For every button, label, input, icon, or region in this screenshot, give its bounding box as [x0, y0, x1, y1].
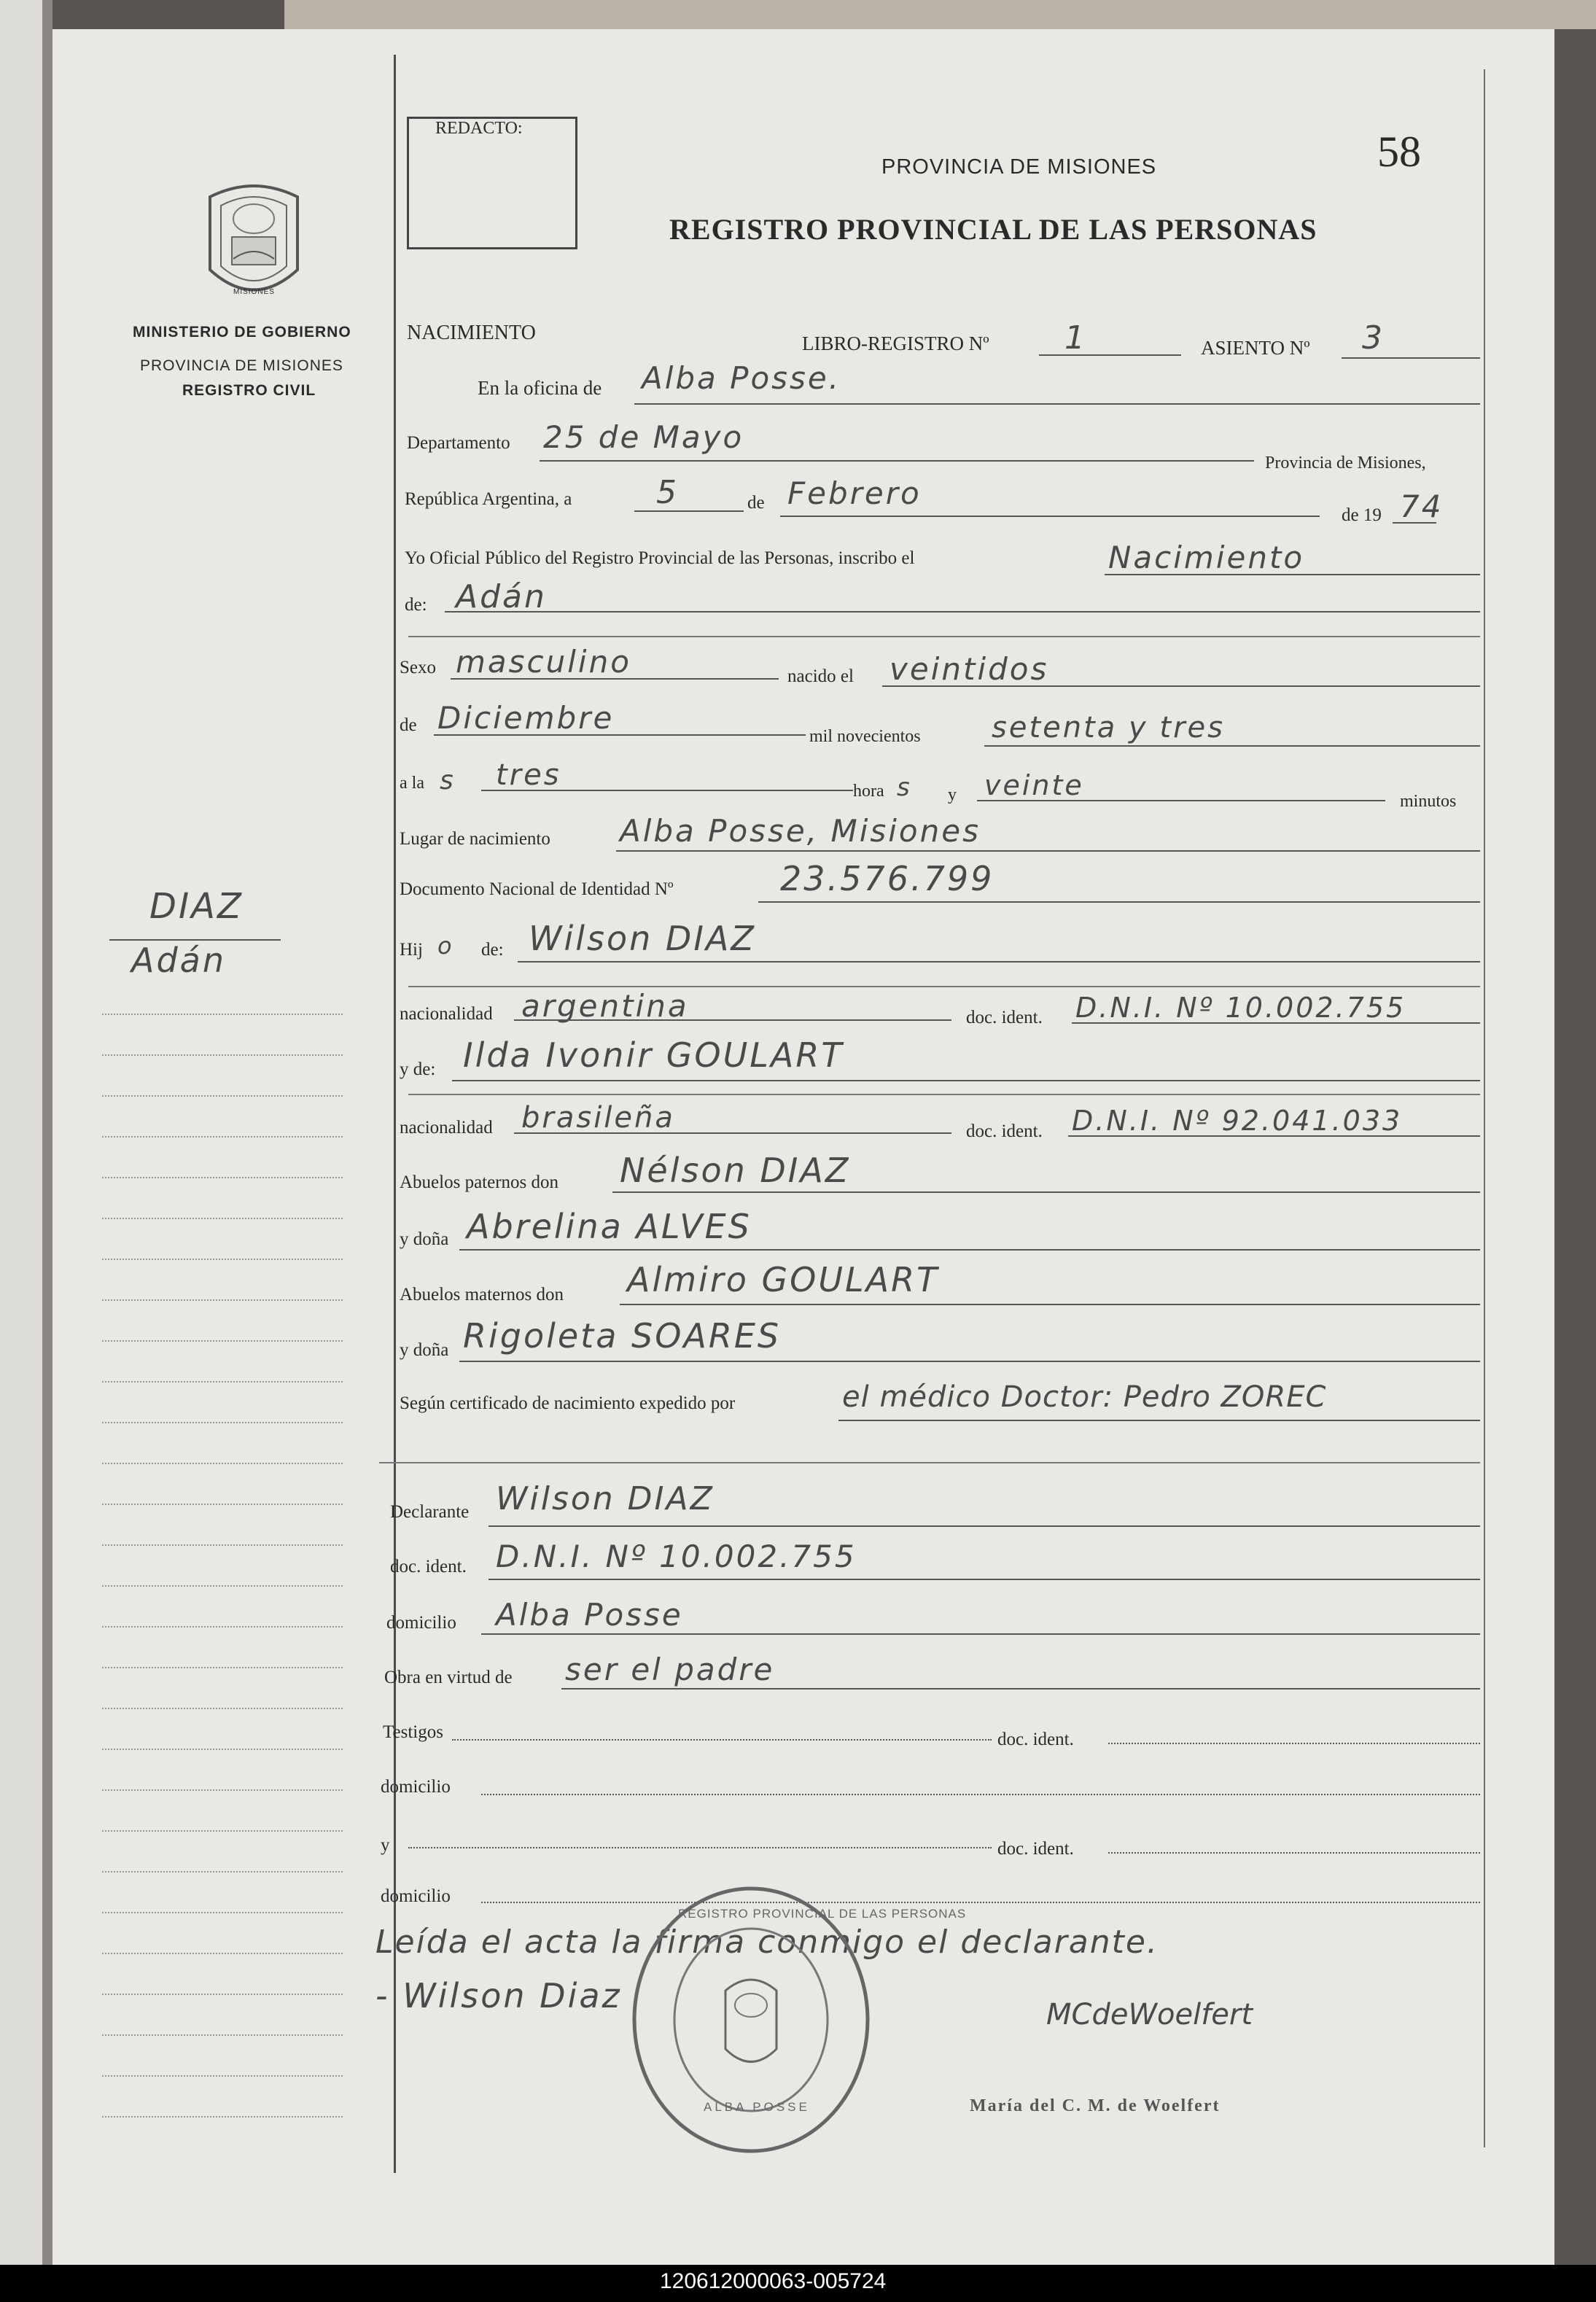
margin-line: [102, 1708, 343, 1709]
minutes-value: veinte: [984, 769, 1084, 801]
abm-value: Almiro GOULART: [627, 1260, 940, 1299]
abp-line: [612, 1191, 1480, 1193]
lugar-line: [616, 850, 1480, 852]
abp-dona-value: Abrelina ALVES: [467, 1207, 752, 1246]
margin-line: [102, 1218, 343, 1219]
margin-line: [102, 1381, 343, 1383]
declarante-value: Wilson DIAZ: [496, 1480, 715, 1517]
sexo-value: masculino: [456, 644, 631, 680]
margin-line: [102, 1912, 343, 1913]
nac1-line: [514, 1019, 951, 1021]
asiento-label: ASIENTO Nº: [1201, 337, 1310, 359]
margin-line: [102, 1626, 343, 1628]
sexo-line: [451, 678, 779, 680]
obra-label: Obra en virtud de: [384, 1668, 513, 1687]
yde-line: [452, 1080, 1480, 1081]
margin-line: [102, 1299, 343, 1301]
official-stamp: María del C. M. de Woelfert: [970, 2096, 1221, 2115]
closing-line-2: - Wilson Diaz: [375, 1976, 622, 2015]
domicilio-label: domicilio: [386, 1613, 456, 1633]
nac2-line: [514, 1132, 951, 1134]
month-line: [780, 516, 1320, 517]
horas-label: hora: [853, 782, 884, 801]
margin-line: [102, 1953, 343, 1954]
yde-value: Ilda Ivonir GOULART: [463, 1035, 844, 1075]
margin-line: [102, 1749, 343, 1750]
book-top-edge: [284, 0, 1596, 29]
ydona1-label: y doña: [400, 1229, 449, 1249]
ministry-label: MINISTERIO DE GOBIERNO: [133, 324, 351, 341]
margin-line: [102, 2075, 343, 2077]
section-label: NACIMIENTO: [407, 322, 536, 344]
margin-line: [102, 1463, 343, 1464]
hours-value: tres: [496, 758, 561, 792]
libro-line: [1039, 354, 1181, 356]
abm-dona-value: Rigoleta SOARES: [463, 1316, 782, 1356]
asiento-line: [1342, 357, 1480, 359]
margin-line: [102, 1177, 343, 1178]
testigos-doc-label: doc. ident.: [997, 1730, 1074, 1749]
mil-line: [984, 745, 1480, 747]
dni-value: 23.576.799: [780, 859, 994, 898]
margin-name: Adán: [131, 941, 227, 980]
book-gutter: [42, 0, 52, 2265]
margin-line: [102, 1994, 343, 1995]
abm-line: [620, 1304, 1480, 1305]
margin-line: [102, 1136, 343, 1138]
hijo-o: o: [437, 932, 454, 960]
obra-line: [561, 1688, 1480, 1689]
de-label: de: [747, 493, 765, 513]
margin-line: [102, 1340, 343, 1342]
province-heading: PROVINCIA DE MISIONES: [881, 155, 1157, 179]
sexo-label: Sexo: [400, 658, 436, 677]
nac1-label: nacionalidad: [400, 1004, 493, 1024]
obra-value: ser el padre: [565, 1652, 775, 1687]
departamento-value: 25 de Mayo: [543, 419, 744, 455]
registry-title: REGISTRO PROVINCIAL DE LAS PERSONAS: [669, 213, 1317, 246]
docid2-label: doc. ident.: [966, 1121, 1043, 1141]
nacido-value: veintidos: [890, 651, 1049, 687]
decl-doc-label: doc. ident.: [390, 1557, 467, 1576]
nac2-label: nacionalidad: [400, 1118, 493, 1138]
hijo-line: [518, 961, 1480, 963]
year-value: 74: [1400, 489, 1444, 524]
abp-label: Abuelos paternos don: [400, 1173, 559, 1192]
margin-line: [102, 1095, 343, 1097]
margin-rule: [394, 55, 396, 2173]
docid2-line: [1068, 1135, 1480, 1137]
domicilio-line: [481, 1633, 1480, 1635]
oficina-value: Alba Posse.: [642, 360, 841, 396]
sidebar-registry-label: REGISTRO CIVIL: [182, 382, 316, 399]
page-number: 58: [1377, 128, 1421, 176]
margin-line: [102, 1259, 343, 1260]
lugar-value: Alba Posse, Misiones: [620, 813, 981, 849]
dni-label: Documento Nacional de Identidad Nº: [400, 879, 674, 899]
margin-line: [102, 1504, 343, 1505]
dni-line: [758, 901, 1480, 903]
oficina-line: [634, 403, 1480, 405]
de2-value: Adán: [456, 578, 547, 615]
decl-doc-value: D.N.I. Nº 10.002.755: [496, 1539, 857, 1574]
alas-s: s: [440, 766, 456, 796]
alas-label: a la: [400, 774, 424, 793]
provincia-suffix: Provincia de Misiones,: [1265, 454, 1426, 473]
abp-dona-line: [459, 1249, 1480, 1251]
margin-line: [102, 1014, 343, 1015]
margin-line: [102, 1667, 343, 1668]
oficial-line: [1105, 574, 1480, 575]
docid2-value: D.N.I. Nº 92.041.033: [1072, 1105, 1403, 1137]
hijo-label-a: Hij: [400, 940, 423, 960]
segun-line: [838, 1420, 1480, 1421]
nac2-value: brasileña: [521, 1101, 675, 1135]
right-rule: [1484, 69, 1485, 2147]
domicilio3-label: domicilio: [381, 1886, 451, 1906]
segun-label: Según certificado de nacimiento expedido por: [400, 1393, 736, 1413]
mil-label: mil novecientos: [809, 727, 921, 746]
month-value: Febrero: [787, 475, 922, 511]
asiento-value: 3: [1362, 319, 1385, 357]
declarante-label: Declarante: [390, 1502, 470, 1522]
oficial-label: Yo Oficial Público del Registro Provincial de las Personas, inscribo el: [405, 548, 915, 568]
republica-label: República Argentina, a: [405, 489, 572, 509]
libro-value: 1: [1064, 319, 1087, 357]
domicilio-value: Alba Posse: [496, 1597, 683, 1633]
testigos-label: Testigos: [383, 1722, 443, 1742]
round-stamp: [627, 1881, 875, 2158]
margin-line: [102, 2034, 343, 2036]
minutes-line: [977, 800, 1385, 801]
docid1-label: doc. ident.: [966, 1008, 1043, 1027]
minutos-label: minutos: [1400, 792, 1457, 811]
departamento-line: [540, 460, 1254, 462]
margin-line: [102, 2116, 343, 2118]
segun-value: el médico Doctor: Pedro ZOREC: [842, 1380, 1327, 1414]
testigos-line: [452, 1739, 992, 1741]
departamento-label: Departamento: [407, 433, 510, 453]
margin-line: [102, 1422, 343, 1423]
abm-dona-line: [459, 1361, 1480, 1362]
margin-surname: DIAZ: [149, 886, 244, 927]
nacido-line: [882, 685, 1480, 687]
lugar-label: Lugar de nacimiento: [400, 829, 550, 849]
hijo-label-b: de:: [481, 940, 504, 960]
year-prefix: de 19: [1342, 505, 1382, 525]
nacido-label: nacido el: [787, 666, 854, 686]
testigo2-doc-line: [1108, 1852, 1480, 1854]
de2-label: de:: [405, 595, 427, 615]
round-stamp-place: ALBA POSSE: [704, 2100, 810, 2114]
decl-doc-line: [488, 1579, 1480, 1580]
ydona2-label: y doña: [400, 1340, 449, 1360]
day-line: [634, 510, 744, 512]
libro-label: LIBRO-REGISTRO Nº: [802, 333, 989, 354]
abm-label: Abuelos maternos don: [400, 1285, 564, 1304]
abp-value: Nélson DIAZ: [620, 1151, 851, 1190]
docid1-line: [1072, 1022, 1480, 1024]
oficial-value: Nacimiento: [1108, 540, 1305, 575]
testigo2-y-label: y: [381, 1835, 390, 1855]
seal-caption: MISIONES: [233, 288, 275, 296]
testigos-doc-line: [1108, 1743, 1480, 1744]
hijo-value: Wilson DIAZ: [529, 919, 756, 958]
declarante-line: [488, 1525, 1480, 1527]
de3-label: de: [400, 715, 417, 735]
margin-line: [102, 1544, 343, 1546]
margin-line: [102, 1871, 343, 1873]
official-signature: MCdeWoelfert: [1046, 1998, 1253, 2031]
month2-line: [434, 734, 806, 736]
segun-line-2: [379, 1462, 1480, 1463]
margin-line: [102, 1585, 343, 1587]
hours-line: [481, 790, 853, 791]
sidebar-province-label: PROVINCIA DE MISIONES: [140, 357, 343, 374]
month2-value: Diciembre: [437, 700, 615, 736]
docid1-value: D.N.I. Nº 10.002.755: [1075, 992, 1406, 1024]
domicilio2-line: [481, 1794, 1480, 1795]
yde-label: y de:: [400, 1059, 436, 1079]
redacto-label: REDACTO:: [435, 119, 523, 138]
margin-line: [102, 1054, 343, 1056]
year-line: [1393, 522, 1436, 524]
mil-value: setenta y tres: [992, 711, 1225, 744]
round-stamp-text: REGISTRO PROVINCIAL DE LAS PERSONAS: [678, 1907, 967, 1921]
y-label: y: [948, 785, 957, 804]
yde-line-2: [408, 1094, 1480, 1095]
footer-identifier: 120612000063-005724: [660, 2269, 887, 2293]
nac1-value: argentina: [521, 988, 689, 1024]
closing-line-1: Leída el acta la firma conmigo el declarante.: [375, 1924, 1159, 1961]
margin-line: [102, 1789, 343, 1791]
horas-s: s: [897, 773, 912, 802]
testigo2-doc-label: doc. ident.: [997, 1839, 1074, 1859]
day-value: 5: [656, 474, 679, 511]
domicilio2-label: domicilio: [381, 1777, 451, 1797]
de2-line-2: [408, 636, 1480, 637]
de2-line: [445, 611, 1480, 613]
oficina-label: En la oficina de: [478, 377, 602, 399]
testigo2-line: [408, 1847, 992, 1848]
hijo-line-2: [408, 986, 1480, 987]
margin-line: [102, 1830, 343, 1832]
